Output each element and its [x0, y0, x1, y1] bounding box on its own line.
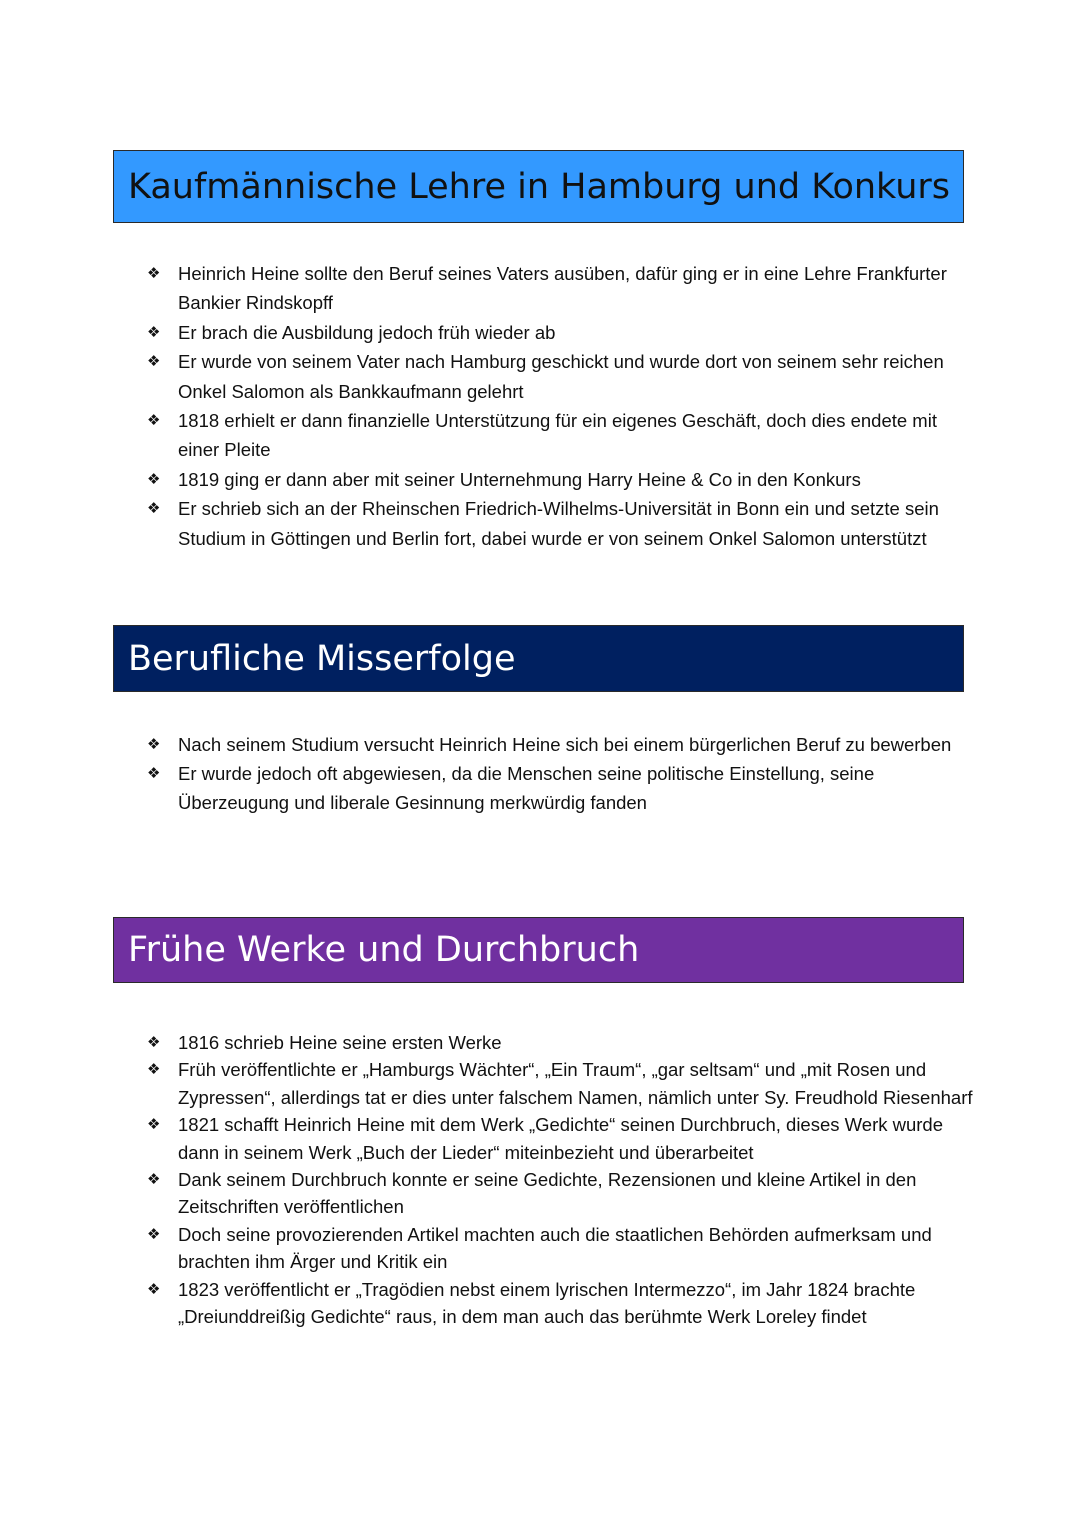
- list-item: ❖ Doch seine provozierenden Artikel machten auch die staatlichen Behörden aufmerksam und brachten ihm Ärger und Kritik ein: [113, 1221, 978, 1276]
- list-item: ❖ 1821 schafft Heinrich Heine mit dem Werk „Gedichte“ seinen Durchbruch, dieses Werk wurde dann in seinem Werk „Buch der Lieder“ miteinbezieht und überarbeitet: [113, 1111, 978, 1166]
- bullet-list: [113, 730, 1080, 818]
- section-title: Kaufmännische Lehre in Hamburg und Konkurs: [128, 166, 951, 207]
- diamond-bullet-icon: ❖: [147, 499, 161, 518]
- bullet-list: [113, 1029, 1080, 1330]
- list-item: ❖ Er wurde jedoch oft abgewiesen, da die Menschen seine politische Einstellung, seine Überzeugung und liberale Gesinnung merkwürdig fanden: [113, 759, 978, 817]
- list-item: ❖ 1819 ging er dann aber mit seiner Unternehmung Harry Heine & Co in den Konkurs: [113, 465, 978, 494]
- list-item: ❖ Heinrich Heine sollte den Beruf seines Vaters ausüben, dafür ging er in eine Lehre Frankfurter Bankier Rindskopff: [113, 259, 978, 318]
- bullet-list: [113, 259, 1080, 553]
- list-item: ❖ Er schrieb sich an der Rheinschen Friedrich-Wilhelms-Universität in Bonn ein und setzte sein Studium in Göttingen und Berlin fort, dabei wurde er von seinem Onkel Salomon unterstützt: [113, 494, 978, 553]
- diamond-bullet-icon: ❖: [147, 1115, 161, 1134]
- diamond-bullet-icon: ❖: [147, 1224, 161, 1243]
- section-heading: [113, 150, 964, 223]
- diamond-bullet-icon: ❖: [147, 735, 161, 753]
- section-kaufmaennische-lehre: [113, 150, 1080, 553]
- section-heading: [113, 625, 964, 692]
- diamond-bullet-icon: ❖: [147, 1279, 161, 1298]
- section-title: Frühe Werke und Durchbruch: [128, 930, 640, 970]
- list-item: ❖ Nach seinem Studium versucht Heinrich Heine sich bei einem bürgerlichen Beruf zu bewerben: [113, 730, 978, 759]
- diamond-bullet-icon: ❖: [147, 264, 161, 282]
- list-item: ❖ Er brach die Ausbildung jedoch früh wieder ab: [113, 318, 978, 347]
- diamond-bullet-icon: ❖: [147, 1060, 161, 1079]
- list-item: ❖ 1818 erhielt er dann finanzielle Unterstützung für ein eigenes Geschäft, doch dies endete mit einer Pleite: [113, 406, 978, 465]
- list-item: ❖ 1823 veröffentlicht er „Tragödien nebst einem lyrischen Intermezzo“, im Jahr 1824 brachte „Dreiunddreißig Gedichte“ raus, in dem man auch das berühmte Werk Loreley findet: [113, 1276, 978, 1331]
- diamond-bullet-icon: ❖: [147, 1033, 161, 1051]
- section-berufliche-misserfolge: [113, 625, 1080, 818]
- diamond-bullet-icon: ❖: [147, 1170, 161, 1189]
- diamond-bullet-icon: ❖: [147, 764, 161, 783]
- diamond-bullet-icon: ❖: [147, 322, 161, 341]
- list-item: ❖ 1816 schrieb Heine seine ersten Werke: [113, 1029, 978, 1056]
- diamond-bullet-icon: ❖: [147, 469, 161, 488]
- section-title: Berufliche Misserfolge: [128, 638, 516, 679]
- list-item: ❖ Früh veröffentlichte er „Hamburgs Wächter“, „Ein Traum“, „gar seltsam“ und „mit Rosen und Zypressen“, allerdings tat er dies unter falschem Namen, nämlich unter Sy. Freudhold Riesenharf: [113, 1056, 978, 1111]
- list-item: ❖ Er wurde von seinem Vater nach Hamburg geschickt und wurde dort von seinem sehr reichen Onkel Salomon als Bankkaufmann gelehrt: [113, 347, 978, 406]
- section-fruehe-werke: [113, 917, 1080, 1330]
- list-item: ❖ Dank seinem Durchbruch konnte er seine Gedichte, Rezensionen und kleine Artikel in den Zeitschriften veröffentlichen: [113, 1166, 978, 1221]
- diamond-bullet-icon: ❖: [147, 352, 161, 371]
- diamond-bullet-icon: ❖: [147, 411, 161, 430]
- section-heading: [113, 917, 964, 983]
